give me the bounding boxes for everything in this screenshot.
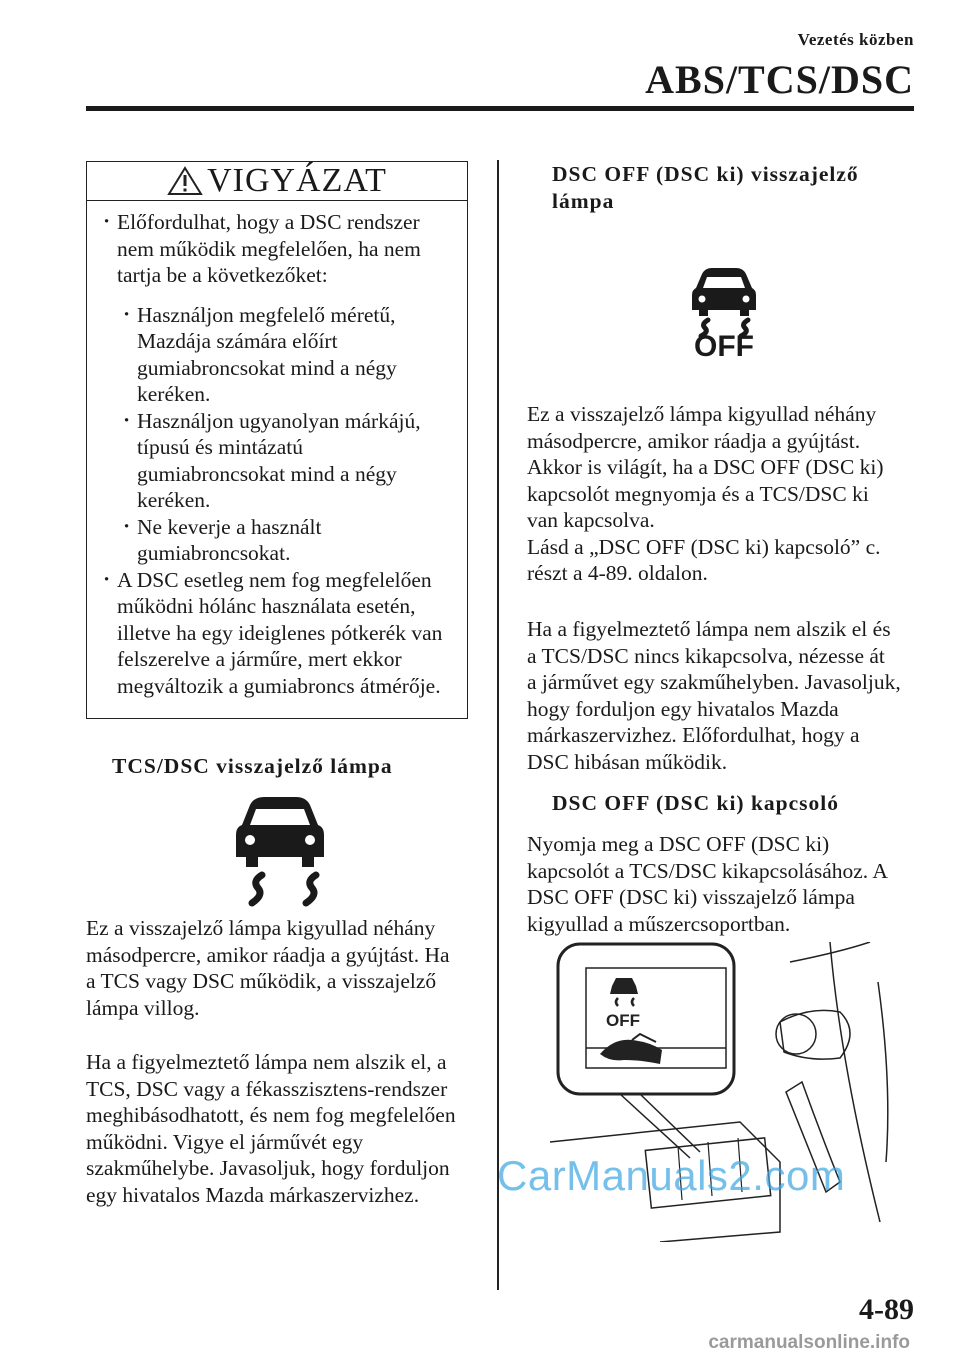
tcs-dsc-indicator-icon: [228, 795, 332, 907]
text-line: lámpa: [552, 189, 615, 213]
site-watermark: carmanualsonline.info: [708, 1332, 910, 1353]
text-line: Ez a visszajelző lámpa kigyullad néhány: [527, 402, 877, 426]
dsc-off-lamp-paragraph-1: [527, 401, 927, 587]
page-header-title: ABS/TCS/DSC: [645, 57, 914, 102]
text-line: · Használjon ugyanolyan márkájú,: [137, 408, 421, 433]
text-line: Ha a figyelmeztető lámpa nem alszik el és: [527, 617, 891, 641]
text-line: illetve ha egy ideiglenes pótkerék van: [117, 620, 443, 645]
text-line: részt a 4-89. oldalon.: [527, 561, 708, 585]
text-line: a TCS vagy DSC működik, a visszajelző: [86, 969, 437, 993]
text-line: szakműhelybe. Javasoljuk, hogy forduljon: [86, 1156, 450, 1180]
text-line: a TCS/DSC nincs kikapcsolva, nézesse át: [527, 643, 885, 668]
text-line: · Használjon megfelelő méretű,: [137, 302, 396, 327]
text-line: gumiabroncsokat mind a négy: [137, 355, 397, 380]
text-line: lámpa villog.: [86, 995, 200, 1020]
text-line: Nyomja meg a DSC OFF (DSC ki): [527, 832, 830, 856]
text-line: kapcsolót a TCS/DSC kikapcsolásához. A: [527, 858, 888, 883]
text-line: márkaszervizhez. Előfordulhat, hogy a: [527, 723, 860, 747]
text-line: hogy forduljon egy hivatalos Mazda: [527, 696, 839, 721]
off-icon-label: OFF: [694, 330, 754, 358]
text-line: DSC hibásan működik.: [527, 749, 728, 774]
caution-bullet: [103, 567, 453, 700]
column-divider: [497, 160, 499, 1290]
page-number: 4-89: [859, 1293, 914, 1326]
text-line: Ha a figyelmeztető lámpa nem alszik el, a: [86, 1050, 447, 1074]
text-line: a járművet egy szakműhelyben. Javasoljuk,: [527, 670, 901, 694]
text-line: DSC OFF (DSC ki) visszajelző lámpa: [527, 885, 855, 909]
caution-title: VIGYÁZAT: [207, 162, 387, 199]
text-line: van kapcsolva.: [527, 508, 655, 532]
watermark: CarManuals2.com: [497, 1152, 846, 1199]
text-line: megváltozik a gumiabroncs átmérője.: [117, 673, 441, 698]
text-line: meghibásodhatott, és nem fog megfelelően: [86, 1103, 456, 1127]
caution-sub-bullet: [123, 514, 453, 567]
text-line: kapcsolót megnyomja és a TCS/DSC ki: [527, 481, 869, 506]
caution-box: [86, 161, 468, 719]
text-line: másodpercre, amikor ráadja a gyújtást.: [527, 428, 861, 453]
warning-triangle-icon: [167, 166, 203, 196]
text-line: keréken.: [137, 488, 211, 512]
text-line: gumiabroncsokat mind a négy: [137, 461, 397, 486]
text-line: Ez a visszajelző lámpa kigyullad néhány: [86, 916, 436, 940]
caution-body: [87, 201, 467, 699]
text-line: · A DSC esetleg nem fog megfelelően: [117, 567, 432, 592]
text-line: DSC OFF (DSC ki) visszajelző: [552, 162, 859, 186]
text-line: Mazdája számára előírt: [137, 329, 338, 353]
text-line: működni hólánc használata esetén,: [117, 594, 416, 618]
text-line: · Ne keverje a használt: [137, 514, 322, 539]
dsc-off-indicator-icon: [674, 266, 774, 358]
tcs-lamp-paragraph-1: [86, 915, 486, 1021]
section-label: Vezetés közben: [797, 30, 914, 49]
text-line: tartja be a következőket:: [117, 263, 328, 287]
dsc-off-lamp-heading: [552, 161, 859, 215]
text-line: · Előfordulhat, hogy a DSC rendszer: [117, 210, 420, 234]
dsc-off-switch-heading: DSC OFF (DSC ki) kapcsoló: [552, 791, 840, 815]
text-line: Lásd a „DSC OFF (DSC ki) kapcsoló” c.: [527, 534, 881, 559]
caution-sub-bullet: [123, 302, 453, 408]
text-line: felszerelve a járműre, mert ekkor: [117, 647, 402, 671]
text-line: másodpercre, amikor ráadja a gyújtást. Ha: [86, 942, 450, 967]
text-line: gumiabroncsokat.: [137, 541, 291, 565]
header-rule: [86, 106, 914, 111]
off-switch-label: OFF: [606, 1011, 640, 1030]
caution-header: [87, 162, 467, 201]
text-line: nem működik megfelelően, ha nem: [117, 236, 421, 261]
text-line: kigyullad a műszercsoportban.: [527, 911, 791, 936]
caution-bullet: [103, 209, 453, 289]
tcs-lamp-paragraph-2: [86, 1049, 486, 1208]
tcs-dsc-lamp-heading: TCS/DSC visszajelző lámpa: [112, 754, 393, 778]
dsc-off-lamp-paragraph-2: [527, 616, 927, 775]
text-line: keréken.: [137, 382, 211, 406]
text-line: Akkor is világít, ha a DSC OFF (DSC ki): [527, 455, 884, 479]
text-line: működni. Vigye el járművét egy: [86, 1129, 364, 1154]
text-line: egy hivatalos Mazda márkaszervizhez.: [86, 1182, 420, 1207]
text-line: TCS, DSC vagy a fékasszisztens-rendszer: [86, 1076, 448, 1101]
caution-sub-bullet: [123, 408, 453, 514]
dsc-off-switch-paragraph: [527, 831, 927, 937]
text-line: típusú és mintázatú: [137, 435, 303, 459]
